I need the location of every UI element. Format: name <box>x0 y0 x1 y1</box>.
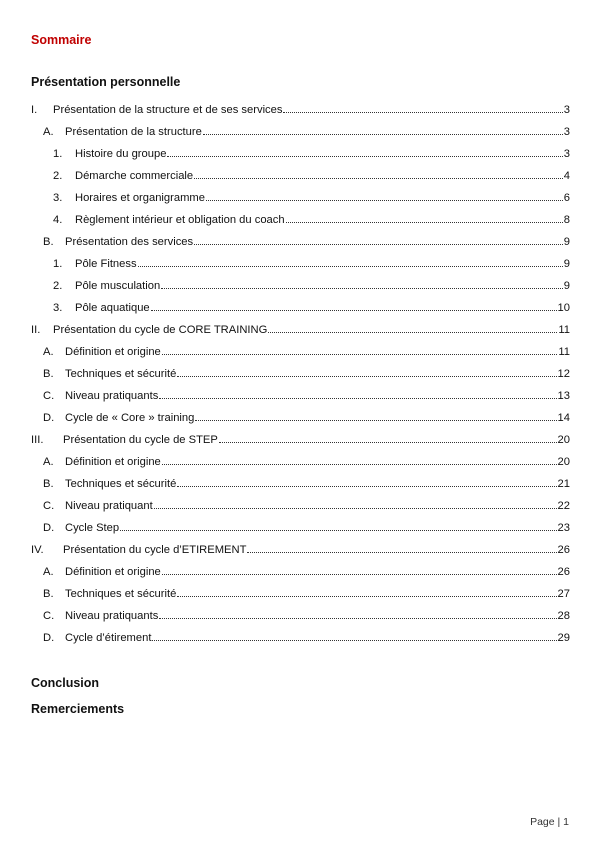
toc-entry-page: 11 <box>558 324 570 336</box>
toc-entry-number: A. <box>43 566 54 578</box>
toc-entry-number: A. <box>43 346 54 358</box>
toc-leader-dots <box>203 133 563 135</box>
toc-entry-number: D. <box>43 412 55 424</box>
toc-entry-number: III. <box>31 434 44 446</box>
toc-entry[interactable] <box>43 364 570 380</box>
toc-entry-label[interactable]: Niveau pratiquant <box>65 500 153 512</box>
toc-entry-label[interactable]: Techniques et sécurité <box>65 588 177 600</box>
toc-leader-dots <box>159 617 556 619</box>
toc-entry-label[interactable]: Présentation de la structure <box>65 126 202 138</box>
toc-leader-dots <box>154 507 557 509</box>
toc-entry-number: B. <box>43 368 54 380</box>
toc-entry-page: 28 <box>557 610 570 622</box>
toc-entry-page: 8 <box>563 214 570 226</box>
toc-leader-dots <box>286 221 563 223</box>
toc-entry-number: C. <box>43 610 55 622</box>
toc-leader-dots <box>247 551 556 553</box>
toc-entry-label[interactable]: Présentation du cycle de STEP <box>63 434 218 446</box>
toc-entry-number: 4. <box>53 214 63 226</box>
toc-entry-page: 9 <box>563 258 570 270</box>
toc-entry[interactable] <box>43 496 570 512</box>
toc-entry-page: 27 <box>557 588 570 600</box>
toc-entry-number: 3. <box>53 192 63 204</box>
toc-leader-dots <box>219 441 557 443</box>
toc-entry-label[interactable]: Cycle d’étirement <box>65 632 152 644</box>
toc-leader-dots <box>167 155 562 157</box>
toc-entry-label[interactable]: Pôle musculation <box>75 280 161 292</box>
toc-entry-page: 20 <box>557 434 570 446</box>
toc-leader-dots <box>152 639 556 641</box>
toc-entry-page: 21 <box>557 478 570 490</box>
toc-entry-number: B. <box>43 588 54 600</box>
toc-leader-dots <box>283 111 562 113</box>
toc-entry-label[interactable]: Pôle aquatique <box>75 302 150 314</box>
toc-entry-number: D. <box>43 522 55 534</box>
toc-entry[interactable] <box>31 540 570 556</box>
toc-entry[interactable] <box>43 232 570 248</box>
toc-entry-label[interactable]: Présentation des services <box>65 236 194 248</box>
toc-entry-page: 29 <box>557 632 570 644</box>
toc-entry-page: 3 <box>563 104 570 116</box>
toc-leader-dots <box>195 419 556 421</box>
toc-leader-dots <box>162 463 557 465</box>
intro-heading: Présentation personnelle <box>31 75 181 89</box>
toc-leader-dots <box>138 265 563 267</box>
toc-entry[interactable] <box>31 320 570 336</box>
toc-entry-label[interactable]: Niveau pratiquants <box>65 610 159 622</box>
toc-entry-label[interactable]: Définition et origine <box>65 346 161 358</box>
page-title: Sommaire <box>31 33 92 47</box>
toc-entry-number: B. <box>43 478 54 490</box>
toc-leader-dots <box>206 199 563 201</box>
toc-entry-label[interactable]: Pôle Fitness <box>75 258 137 270</box>
toc-entry-number: 2. <box>53 280 63 292</box>
toc-entry[interactable] <box>43 628 570 644</box>
toc-entry[interactable] <box>53 144 570 160</box>
toc-entry-number: 3. <box>53 302 63 314</box>
toc-entry-label[interactable]: Démarche commerciale <box>75 170 194 182</box>
toc-entry[interactable] <box>43 342 570 358</box>
toc-entry[interactable] <box>43 606 570 622</box>
toc-entry-number: A. <box>43 126 54 138</box>
toc-leader-dots <box>120 529 556 531</box>
toc-entry[interactable] <box>43 408 570 424</box>
toc-leader-dots <box>161 287 563 289</box>
toc-entry-number: IV. <box>31 544 44 556</box>
toc-entry-page: 26 <box>557 566 570 578</box>
toc-entry-label[interactable]: Niveau pratiquants <box>65 390 159 402</box>
toc-leader-dots <box>177 485 556 487</box>
toc-entry-label[interactable]: Techniques et sécurité <box>65 478 177 490</box>
toc-entry-page: 22 <box>557 500 570 512</box>
toc-leader-dots <box>194 243 563 245</box>
toc-entry-page: 9 <box>563 236 570 248</box>
toc-entry[interactable] <box>53 276 570 292</box>
page-footer: Page | 1 <box>530 816 569 828</box>
toc-entry-label[interactable]: Définition et origine <box>65 456 161 468</box>
toc-leader-dots <box>177 595 556 597</box>
toc-entry[interactable] <box>43 386 570 402</box>
toc-entry-page: 4 <box>563 170 570 182</box>
toc-entry-page: 14 <box>557 412 570 424</box>
toc-entry-page: 13 <box>557 390 570 402</box>
toc-leader-dots <box>177 375 556 377</box>
toc-entry[interactable] <box>43 584 570 600</box>
toc-entry-label[interactable]: Cycle de « Core » training <box>65 412 195 424</box>
toc-leader-dots <box>162 353 558 355</box>
toc-leader-dots <box>194 177 563 179</box>
toc-entry-label[interactable]: Règlement intérieur et obligation du coach <box>75 214 285 226</box>
toc-entry-label[interactable]: Techniques et sécurité <box>65 368 177 380</box>
toc-entry[interactable] <box>53 166 570 182</box>
toc-entry[interactable] <box>53 254 570 270</box>
toc-entry-number: B. <box>43 236 54 248</box>
toc-entry[interactable] <box>31 430 570 446</box>
toc-leader-dots <box>151 309 557 311</box>
toc-leader-dots <box>162 573 557 575</box>
toc-entry-number: I. <box>31 104 38 116</box>
toc-entry-page: 12 <box>557 368 570 380</box>
toc-entry[interactable] <box>53 210 570 226</box>
toc-entry[interactable] <box>53 188 570 204</box>
toc-entry-page: 20 <box>557 456 570 468</box>
toc-leader-dots <box>159 397 556 399</box>
toc-entry-number: C. <box>43 390 55 402</box>
toc-entry-number: 2. <box>53 170 63 182</box>
acknowledgements-heading: Remerciements <box>31 702 125 716</box>
toc-entry-number: 1. <box>53 148 63 160</box>
toc-entry-page: 11 <box>558 346 570 358</box>
toc-entry[interactable] <box>53 298 570 314</box>
toc-entry-label[interactable]: Cycle Step <box>65 522 120 534</box>
toc-leader-dots <box>268 331 557 333</box>
toc-entry-page: 23 <box>557 522 570 534</box>
toc-entry[interactable] <box>31 100 570 116</box>
toc-entry-number: D. <box>43 632 55 644</box>
toc-entry-number: 1. <box>53 258 63 270</box>
conclusion-heading: Conclusion <box>31 676 100 690</box>
toc-entry[interactable] <box>43 474 570 490</box>
toc-entry-page: 9 <box>563 280 570 292</box>
toc-entry[interactable] <box>43 122 570 138</box>
toc-entry-label[interactable]: Présentation du cycle de CORE TRAINING <box>53 324 268 336</box>
toc-entry-page: 6 <box>563 192 570 204</box>
toc-entry-number: II. <box>31 324 41 336</box>
toc-entry-page: 10 <box>557 302 570 314</box>
toc-entry-label[interactable]: Histoire du groupe <box>75 148 167 160</box>
toc-entry-page: 26 <box>557 544 570 556</box>
toc-entry[interactable] <box>43 562 570 578</box>
toc-entry-page: 3 <box>563 126 570 138</box>
toc-entry[interactable] <box>43 518 570 534</box>
toc-entry-label[interactable]: Présentation de la structure et de ses services <box>53 104 283 116</box>
toc-entry-label[interactable]: Définition et origine <box>65 566 161 578</box>
toc-entry-number: C. <box>43 500 55 512</box>
toc-entry-label[interactable]: Horaires et organigramme <box>75 192 205 204</box>
toc-entry-page: 3 <box>563 148 570 160</box>
toc-entry-number: A. <box>43 456 54 468</box>
toc-entry[interactable] <box>43 452 570 468</box>
toc-entry-label[interactable]: Présentation du cycle d’ETIREMENT <box>63 544 247 556</box>
